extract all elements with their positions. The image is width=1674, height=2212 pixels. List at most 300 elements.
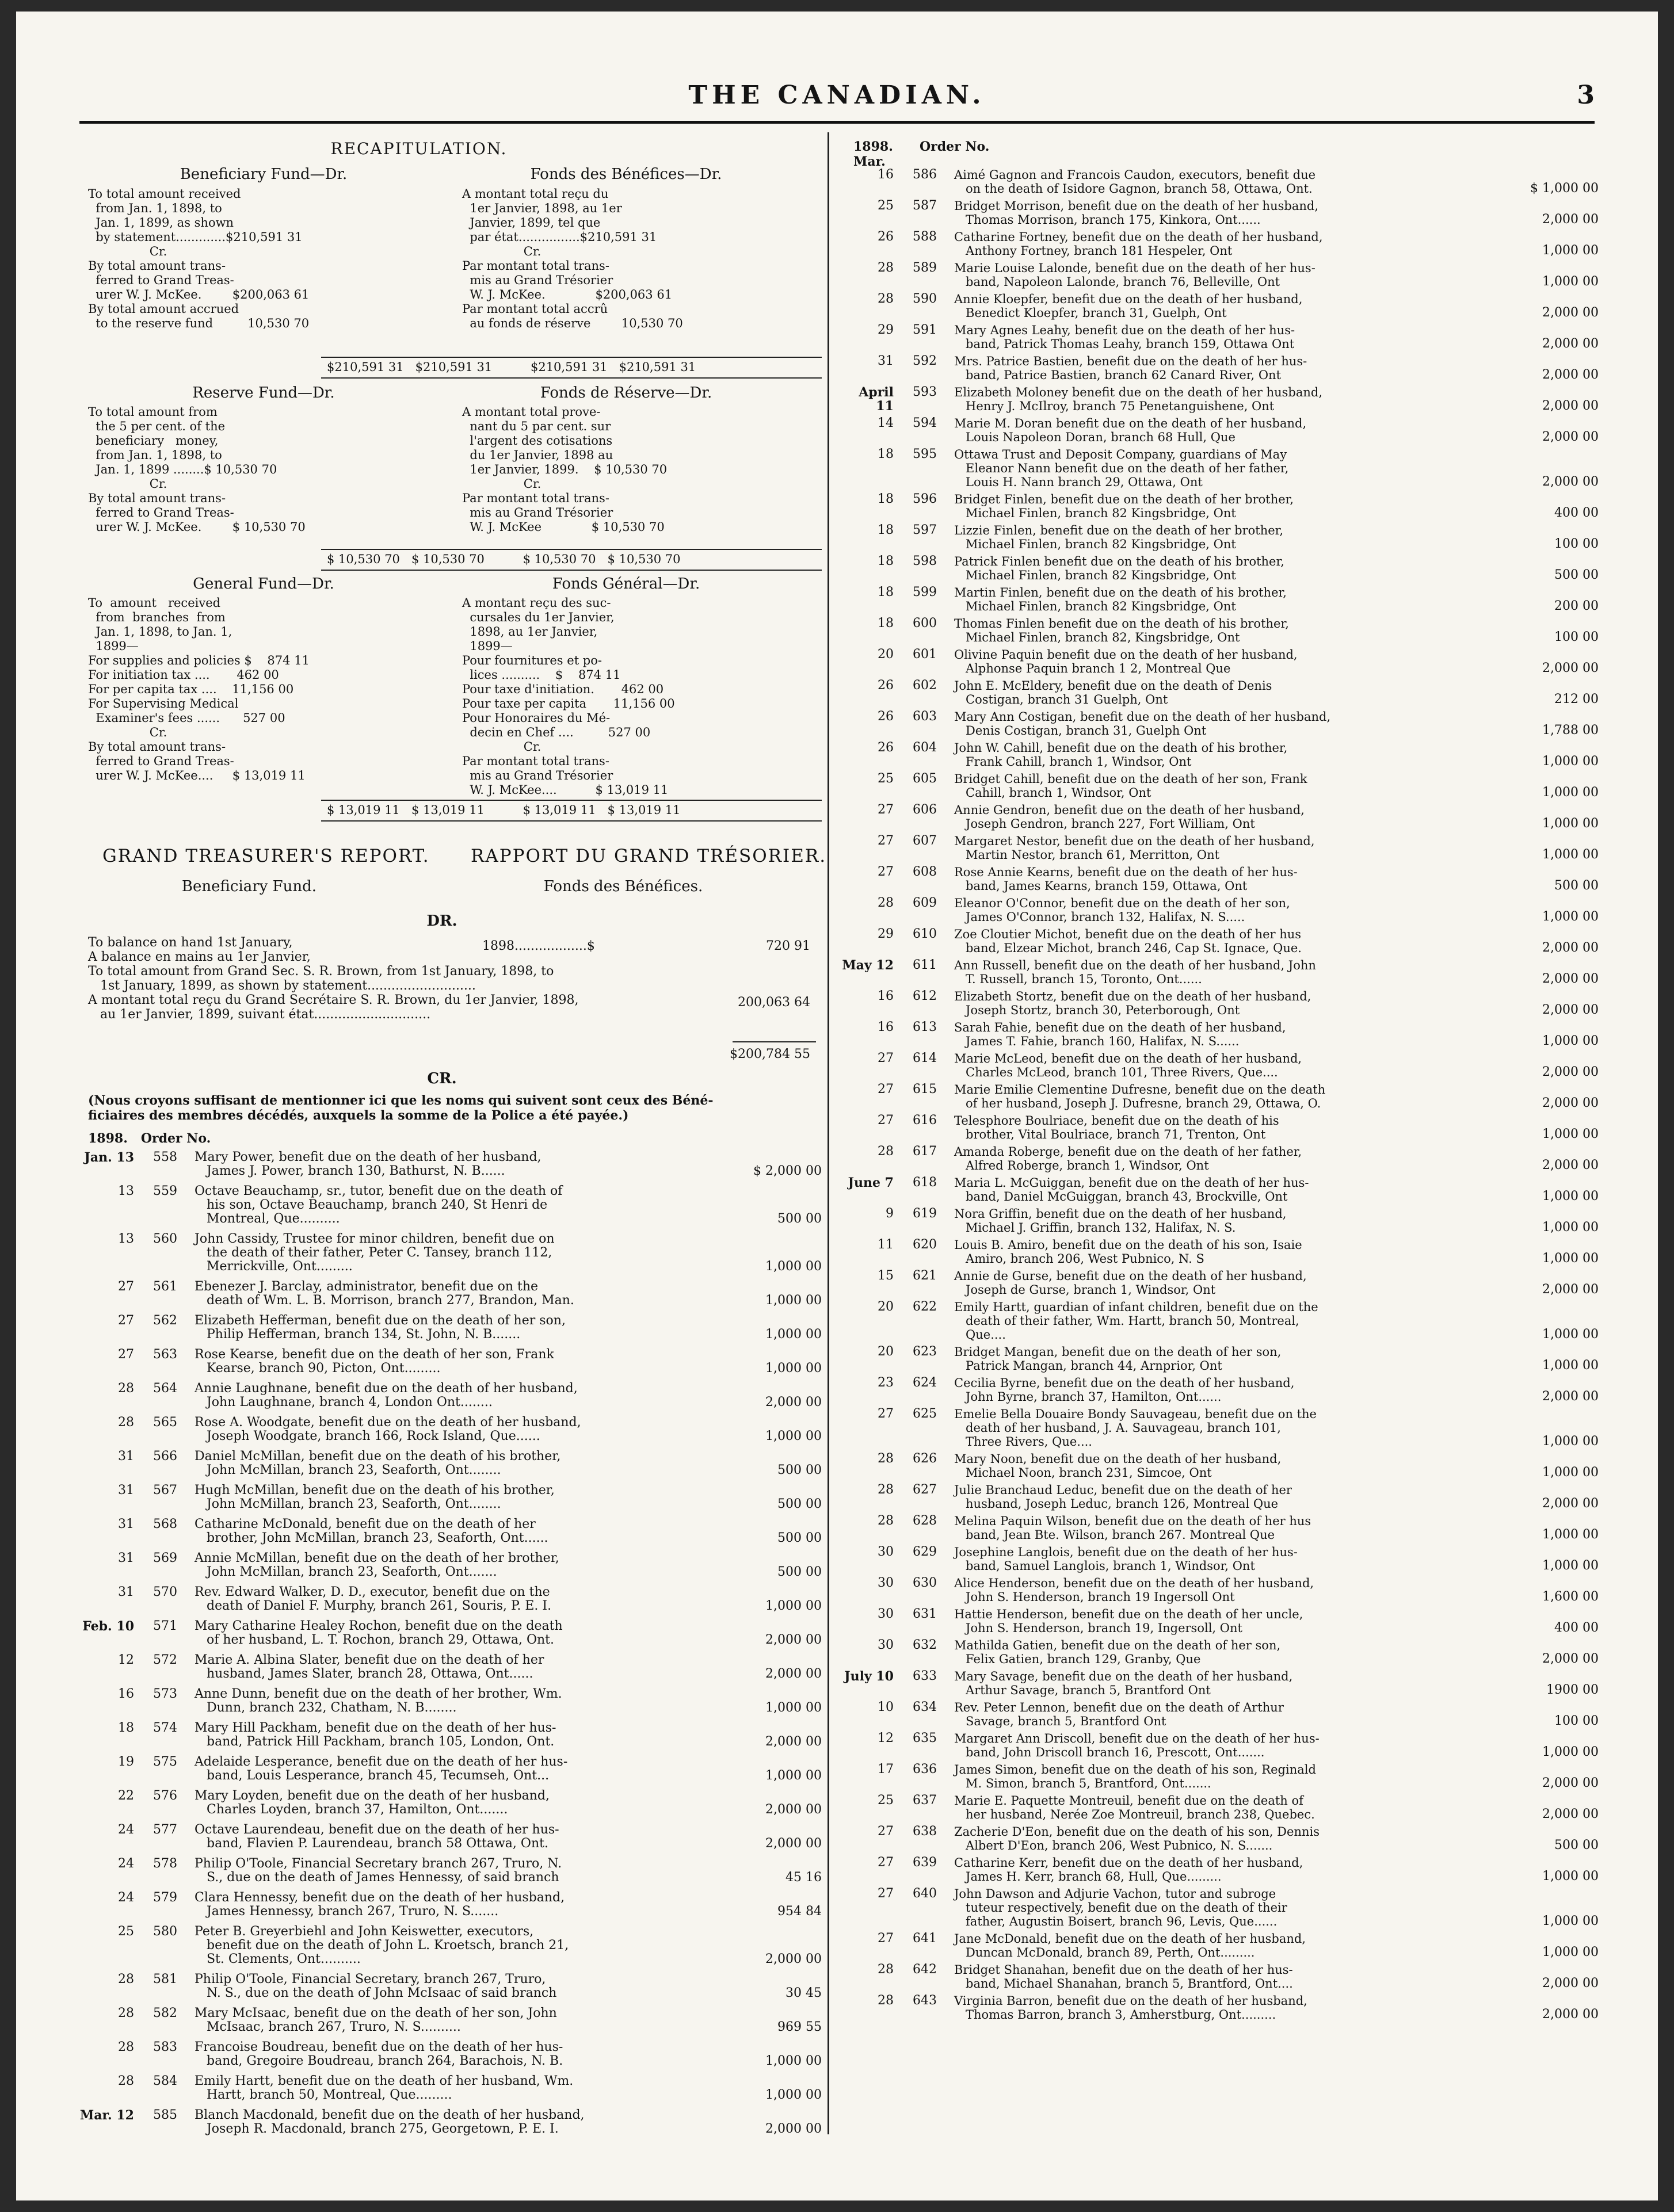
- entry-order-no: 605: [913, 771, 937, 786]
- recap-ben-fr-heading: Fonds des Bénéfices—Dr.: [530, 166, 722, 183]
- beneficiary-entry: [79, 1619, 822, 1653]
- entry-date: 27: [878, 1824, 894, 1839]
- entry-description: Mary Power, benefit due on the death of her husband, James J. Power, branch 130, Bathurst, N. B......: [195, 1150, 542, 1178]
- beneficiary-entry: [839, 896, 1599, 927]
- beneficiary-entry: [839, 1207, 1599, 1238]
- report-title-fr: RAPPORT DU GRAND TRÉSORIER.: [471, 846, 827, 866]
- entry-amount: 2,000 00: [765, 1952, 822, 1966]
- entry-date: 31: [118, 1585, 134, 1599]
- entry-description: Marie Louise Lalonde, benefit due on the death of her hus- band, Napoleon Lalonde, branch 76, Belleville, Ont: [954, 261, 1315, 289]
- beneficiary-entry: [79, 1280, 822, 1314]
- entry-description: John Cassidy, Trustee for minor children, benefit due on the death of their father, Peter C. Tansey, branch 112, Merrickville, Ont.........: [195, 1232, 555, 1274]
- entry-description: Mary Agnes Leahy, benefit due on the death of her hus- band, Patrick Thomas Leahy, branch 159, Ottawa Ont: [954, 323, 1295, 351]
- entry-description: Blanch Macdonald, benefit due on the death of her husband, Joseph R. Macdonald, branch 275, Georgetown, P. E. I.: [195, 2108, 585, 2136]
- beneficiary-entry: [79, 1653, 822, 1687]
- recap-gen-rule-2: [321, 820, 822, 822]
- entry-amount: 1,000 00: [1542, 1327, 1599, 1342]
- beneficiary-entry: [79, 2075, 822, 2108]
- entry-description: Francoise Boudreau, benefit due on the death of her hus- band, Gregoire Boudreau, branch 264, Barachois, N. B.: [195, 2040, 563, 2068]
- entry-amount: 500 00: [777, 1497, 822, 1511]
- recap-res-totals: $ 10,530 70 $ 10,530 70 $ 10,530 70 $ 10,530 70: [327, 552, 681, 566]
- beneficiary-entry: [839, 1932, 1599, 1963]
- entry-description: Patrick Finlen benefit due on the death of his brother, Michael Finlen, branch 82 Kingsbridge, Ont: [954, 555, 1284, 582]
- entry-order-no: 558: [153, 1150, 177, 1164]
- entry-description: Lizzie Finlen, benefit due on the death of her brother, Michael Finlen, branch 82 Kingsbridge, Ont: [954, 524, 1284, 551]
- entry-amount: 2,000 00: [765, 1395, 822, 1409]
- entry-order-no: 635: [913, 1731, 937, 1745]
- recap-res-fr-heading: Fonds de Réserve—Dr.: [540, 384, 712, 402]
- entry-order-no: 642: [913, 1962, 937, 1977]
- entry-order-no: 633: [913, 1669, 937, 1683]
- entry-amount: 1,000 00: [765, 1599, 822, 1613]
- beneficiary-entry: [79, 1382, 822, 1416]
- beneficiary-entry: [839, 1887, 1599, 1932]
- entry-order-no: 595: [913, 447, 937, 461]
- entry-amount: 2,000 00: [1542, 368, 1599, 382]
- entry-description: Margaret Nestor, benefit due on the death of her husband, Martin Nestor, branch 61, Merritton, Ont: [954, 834, 1315, 862]
- page-title: THE CANADIAN.: [688, 81, 986, 110]
- beneficiary-entry: [839, 1545, 1599, 1576]
- entry-date: 24: [118, 1823, 134, 1837]
- entry-description: Anne Dunn, benefit due on the death of her brother, Wm. Dunn, branch 232, Chatham, N. B........: [195, 1687, 562, 1715]
- beneficiary-entry: [839, 1114, 1599, 1145]
- entry-date: 31: [118, 1483, 134, 1497]
- beneficiary-entry: [79, 1348, 822, 1382]
- recap-ben-fr: A montant total reçu du 1er Janvier, 1898, au 1er Janvier, 1899, tel que par état................$210,591 31 Cr. Par montant total trans- mis au Grand Trésorier W. J. McKee. $200,063 61 Par montant total accrû au fonds de réserve 10,530 70: [462, 187, 683, 330]
- entry-date: 19: [118, 1755, 134, 1769]
- entry-description: Maria L. McGuiggan, benefit due on the death of her hus- band, Daniel McGuiggan, branch 43, Brockville, Ont: [954, 1176, 1309, 1204]
- beneficiary-entry: [839, 1763, 1599, 1794]
- entry-description: Alice Henderson, benefit due on the death of her husband, John S. Henderson, branch 19 Ingersoll Ont: [954, 1576, 1314, 1604]
- entry-amount: $ 2,000 00: [753, 1164, 822, 1178]
- entry-amount: 1,000 00: [1542, 1189, 1599, 1204]
- entry-description: Marie Emilie Clementine Dufresne, benefit due on the death of her husband, Joseph J. Dufresne, branch 29, Ottawa, O.: [954, 1083, 1326, 1110]
- entry-amount: 2,000 00: [1542, 1389, 1599, 1404]
- entry-description: Aimé Gagnon and Francois Caudon, executors, benefit due on the death of Isidore Gagnon, branch 58, Ottawa, Ont.: [954, 168, 1316, 196]
- entry-amount: 1,000 00: [765, 1701, 822, 1715]
- beneficiary-entry: [79, 1586, 822, 1619]
- beneficiary-entry: [839, 261, 1599, 292]
- newspaper-page: [16, 12, 1658, 2200]
- entry-date: 25: [118, 1924, 134, 1939]
- column-divider: [828, 132, 829, 2134]
- entry-description: Elizabeth Hefferman, benefit due on the death of her son, Philip Hefferman, branch 134, St. John, N. B.......: [195, 1313, 566, 1342]
- entry-description: Elizabeth Stortz, benefit due on the death of her husband, Joseph Stortz, branch 30, Peterborough, Ont: [954, 990, 1311, 1017]
- entry-description: Mary Catharine Healey Rochon, benefit due on the death of her husband, L. T. Rochon, branch 29, Ottawa, Ont.: [195, 1619, 563, 1647]
- entry-description: Emelie Bella Douaire Bondy Sauvageau, benefit due on the death of her husband, J. A. Sauvageau, branch 101, Three Rivers, Que....: [954, 1407, 1317, 1449]
- entry-date: 26: [878, 230, 894, 244]
- entry-amount: 45 16: [785, 1870, 822, 1885]
- recap-gen-en-heading: General Fund—Dr.: [193, 575, 334, 593]
- entry-date: 14: [878, 416, 894, 430]
- entry-order-no: 593: [913, 385, 937, 399]
- entry-description: Philip O'Toole, Financial Secretary, branch 267, Truro, N. S., due on the death of John McIsaac of said branch: [195, 1972, 557, 2000]
- beneficiary-entry: [839, 586, 1599, 617]
- beneficiary-entry: [839, 199, 1599, 230]
- entry-date: 25: [878, 771, 894, 786]
- entry-order-no: 582: [153, 2006, 177, 2020]
- beneficiary-entry: [79, 1721, 822, 1755]
- beneficiary-entry: [79, 1823, 822, 1857]
- recap-gen-fr: A montant reçu des suc- cursales du 1er Janvier, 1898, au 1er Janvier, 1899— Pour fournitures et po- lices .......... $ 874 11 Pour taxe d'initiation. 462 00 Pour taxe per capita 11,156 00 Pour Honoraires du Mé- decin en Chef .... 527 00 Cr. Par montant total trans- mis au Grand Trésorier W. J. McKee.... $ 13,019 11: [462, 596, 675, 797]
- entry-order-no: 612: [913, 989, 937, 1003]
- entry-order-no: 615: [913, 1082, 937, 1097]
- entry-date: 27: [878, 865, 894, 879]
- entry-description: Mary Noon, benefit due on the death of her husband, Michael Noon, branch 231, Simcoe, Ont: [954, 1452, 1282, 1480]
- beneficiary-entry: [79, 1891, 822, 1925]
- entry-order-no: 632: [913, 1638, 937, 1652]
- beneficiary-entry: [839, 679, 1599, 710]
- entry-amount: 2,000 00: [765, 1735, 822, 1749]
- entry-description: Annie Kloepfer, benefit due on the death of her husband, Benedict Kloepfer, branch 31, Guelph, Ont: [954, 292, 1303, 320]
- entry-description: Mary Hill Packham, benefit due on the death of her hus- band, Patrick Hill Packham, branch 105, London, Ont.: [195, 1721, 556, 1749]
- entry-description: John E. McEldery, benefit due on the death of Denis Costigan, branch 31 Guelph, Ont: [954, 679, 1272, 706]
- entry-amount: 400 00: [1554, 1621, 1599, 1635]
- entry-description: Marie E. Paquette Montreuil, benefit due on the death of her husband, Nerée Zoe Montreuil, branch 238, Quebec.: [954, 1794, 1315, 1821]
- entry-amount: 2,000 00: [1542, 1096, 1599, 1110]
- entry-description: Annie de Gurse, benefit due on the death of her husband, Joseph de Gurse, branch 1, Windsor, Ont: [954, 1269, 1307, 1297]
- entry-description: Rose Annie Kearns, benefit due on the death of her hus- band, James Kearns, branch 159, Ottawa, Ont: [954, 865, 1298, 893]
- entry-order-no: 588: [913, 230, 937, 244]
- entry-description: Daniel McMillan, benefit due on the death of his brother, John McMillan, branch 23, Seaforth, Ont........: [195, 1449, 561, 1477]
- beneficiary-entry: [79, 2041, 822, 2075]
- entry-date: 29: [878, 323, 894, 337]
- entry-date: 9: [886, 1206, 894, 1221]
- entry-description: Emily Hartt, guardian of infant children, benefit due on the death of their father, Wm. Hartt, branch 50, Montreal, Que....: [954, 1300, 1318, 1342]
- entry-amount: 1,000 00: [1542, 1745, 1599, 1759]
- entry-order-no: 643: [913, 1993, 937, 2008]
- entry-order-no: 589: [913, 261, 937, 275]
- entry-description: Ottawa Trust and Deposit Company, guardians of May Eleanor Nann benefit due on the death of her father, Louis H. Nann branch 29, Ottawa, Ont: [954, 448, 1289, 489]
- entry-date: 23: [878, 1376, 894, 1390]
- entry-amount: 2,000 00: [1542, 1003, 1599, 1017]
- report-dr-year: 1898..................$: [482, 939, 595, 953]
- entry-order-no: 583: [153, 2040, 177, 2054]
- beneficiary-entry: [839, 292, 1599, 323]
- report-title-en: GRAND TREASURER'S REPORT.: [102, 846, 430, 866]
- entry-amount: 2,000 00: [1542, 1282, 1599, 1297]
- right-column-year: 1898.: [853, 139, 893, 154]
- entry-description: Martin Finlen, benefit due on the death of his brother, Michael Finlen, branch 82 Kingsbridge, Ont: [954, 586, 1287, 613]
- entry-date: 28: [118, 2074, 134, 2088]
- entry-date: 28: [878, 261, 894, 275]
- entry-amount: 500 00: [777, 1463, 822, 1477]
- recap-ben-en-heading: Beneficiary Fund—Dr.: [180, 166, 348, 183]
- beneficiary-entry: [839, 1176, 1599, 1207]
- report-fund-fr: Fonds des Bénéfices.: [543, 878, 703, 895]
- entry-date: 28: [878, 1144, 894, 1159]
- entry-order-no: 572: [153, 1653, 177, 1667]
- beneficiary-entry: [839, 1669, 1599, 1701]
- entry-order-no: 608: [913, 865, 937, 879]
- entry-amount: 1,000 00: [765, 2054, 822, 2068]
- beneficiary-entry: [839, 1452, 1599, 1483]
- entry-date: 30: [878, 1607, 894, 1621]
- entry-date: 18: [878, 523, 894, 537]
- entry-order-no: 614: [913, 1051, 937, 1065]
- report-dr-amount-2: 200,063 64: [738, 995, 810, 1010]
- entry-order-no: 566: [153, 1449, 177, 1464]
- entry-order-no: 592: [913, 354, 937, 368]
- entry-date: 30: [878, 1545, 894, 1559]
- beneficiary-entry: [839, 1483, 1599, 1514]
- entry-order-no: 576: [153, 1789, 177, 1803]
- entry-order-no: 594: [913, 416, 937, 430]
- entry-description: Zoe Cloutier Michot, benefit due on the death of her hus band, Elzear Michot, branch 246, Cap St. Ignace, Que.: [954, 927, 1302, 955]
- entry-description: Ebenezer J. Barclay, administrator, benefit due on the death of Wm. L. B. Morrison, branch 277, Brandon, Man.: [195, 1279, 574, 1308]
- beneficiary-entry: [79, 1789, 822, 1823]
- entry-date: 24: [118, 1856, 134, 1871]
- entry-amount: 1,000 00: [1542, 274, 1599, 289]
- entry-amount: 1,000 00: [1542, 1527, 1599, 1542]
- entry-description: Mary Loyden, benefit due on the death of her husband, Charles Loyden, branch 37, Hamilton, Ont.......: [195, 1789, 550, 1817]
- beneficiary-entry: [839, 1300, 1599, 1345]
- entry-description: John Dawson and Adjurie Vachon, tutor and subroge tuteur respectively, benefit due on the death of their father, Augustin Boisert, branch 96, Levis, Que......: [954, 1887, 1287, 1928]
- entry-amount: 1,000 00: [1542, 1127, 1599, 1141]
- beneficiary-entry: [839, 385, 1599, 417]
- beneficiary-entry: [839, 448, 1599, 492]
- entry-order-no: 570: [153, 1585, 177, 1599]
- entry-amount: 1,000 00: [1542, 1869, 1599, 1884]
- entry-date: 27: [878, 834, 894, 848]
- entry-order-no: 599: [913, 585, 937, 599]
- entry-order-no: 591: [913, 323, 937, 337]
- entry-amount: 1,000 00: [1542, 243, 1599, 258]
- entry-order-no: 562: [153, 1313, 177, 1328]
- entry-amount: 2,000 00: [1542, 430, 1599, 444]
- report-dr-rule: [733, 1041, 816, 1042]
- entry-description: James Simon, benefit due on the death of his son, Reginald M. Simon, branch 5, Brantford, Ont.......: [954, 1763, 1316, 1790]
- entry-date: 16: [118, 1687, 134, 1701]
- beneficiary-entry: [839, 230, 1599, 261]
- entry-order-no: 616: [913, 1113, 937, 1128]
- entry-description: Josephine Langlois, benefit due on the death of her hus- band, Samuel Langlois, branch 1, Windsor, Ont: [954, 1545, 1298, 1573]
- entry-amount: 500 00: [777, 1565, 822, 1579]
- entry-date: 25: [878, 1793, 894, 1808]
- entry-amount: 2,000 00: [1542, 212, 1599, 227]
- entry-date: 31: [118, 1517, 134, 1531]
- entry-date: 25: [878, 198, 894, 213]
- recap-res-en-heading: Reserve Fund—Dr.: [192, 384, 335, 402]
- entry-amount: 2,000 00: [765, 1633, 822, 1647]
- entry-date: 28: [878, 1514, 894, 1528]
- entry-description: Clara Hennessy, benefit due on the death of her husband, James Hennessy, branch 267, Truro, N. S.......: [195, 1890, 565, 1919]
- entry-date: 31: [878, 354, 894, 368]
- entry-description: Adelaide Lesperance, benefit due on the death of her hus- band, Louis Lesperance, branch 45, Tecumseh, Ont...: [195, 1755, 568, 1783]
- entry-date: 16: [878, 989, 894, 1003]
- entry-amount: 2,000 00: [765, 1667, 822, 1681]
- entry-date: 27: [878, 803, 894, 817]
- entry-date: 26: [878, 678, 894, 693]
- beneficiary-entry: [839, 803, 1599, 834]
- entry-amount: 1,000 00: [765, 1327, 822, 1342]
- entry-date: 31: [118, 1551, 134, 1565]
- entry-amount: 2,000 00: [1542, 661, 1599, 675]
- entry-order-no: 600: [913, 616, 937, 631]
- entry-amount: 1,000 00: [1542, 1220, 1599, 1235]
- page-number: 3: [1577, 81, 1595, 110]
- entry-date: 30: [878, 1638, 894, 1652]
- entry-date: 28: [878, 1451, 894, 1466]
- entry-amount: 1,000 00: [1542, 1251, 1599, 1266]
- entry-amount: 500 00: [777, 1531, 822, 1545]
- entry-description: Jane McDonald, benefit due on the death of her husband, Duncan McDonald, branch 89, Perth, Ont.........: [954, 1932, 1306, 1959]
- entry-description: Bridget Morrison, benefit due on the death of her husband, Thomas Morrison, branch 175, Kinkora, Ont......: [954, 199, 1318, 227]
- entry-order-no: 628: [913, 1514, 937, 1528]
- entry-amount: 2,000 00: [1542, 1496, 1599, 1511]
- entry-order-no: 565: [153, 1415, 177, 1430]
- entry-description: Octave Laurendeau, benefit due on the death of her hus- band, Flavien P. Laurendeau, branch 58 Ottawa, Ont.: [195, 1823, 559, 1851]
- entry-amount: 2,000 00: [765, 2122, 822, 2136]
- entry-amount: 500 00: [1554, 568, 1599, 582]
- entry-amount: 2,000 00: [1542, 1652, 1599, 1666]
- report-dr-amount-1: 720 91: [766, 939, 810, 953]
- beneficiary-entry: [79, 1185, 822, 1232]
- beneficiary-entry: [839, 648, 1599, 679]
- recap-gen-fr-heading: Fonds Général—Dr.: [552, 575, 700, 593]
- beneficiary-entry: [79, 1687, 822, 1721]
- entry-date: 27: [878, 1082, 894, 1097]
- entry-date: 31: [118, 1449, 134, 1464]
- beneficiary-entry: [79, 2007, 822, 2041]
- entry-order-no: 630: [913, 1576, 937, 1590]
- right-column-month: Mar.: [853, 154, 886, 169]
- entry-amount: 1,000 00: [765, 1293, 822, 1308]
- entry-date: 18: [878, 616, 894, 631]
- beneficiary-entry: [839, 1994, 1599, 2025]
- entry-date: 24: [118, 1890, 134, 1905]
- entry-description: Philip O'Toole, Financial Secretary branch 267, Truro, N. S., due on the death of James Hennessy, of said branch: [195, 1856, 562, 1885]
- recap-ben-rule: [321, 357, 822, 358]
- recap-res-rule: [321, 549, 822, 550]
- beneficiary-entry: [839, 1083, 1599, 1114]
- report-note: (Nous croyons suffisant de mentionner ici que les noms qui suivent sont ceux des Béné- ficiaires des membres décédés, auxquels la somme de la Police a été payée.): [88, 1093, 714, 1123]
- recap-gen-totals: $ 13,019 11 $ 13,019 11 $ 13,019 11 $ 13,019 11: [327, 803, 681, 817]
- entry-amount: 1,000 00: [1542, 1914, 1599, 1928]
- entry-order-no: 577: [153, 1823, 177, 1837]
- entry-date: June 7: [848, 1175, 894, 1190]
- entry-date: 18: [878, 585, 894, 599]
- entry-date: 28: [878, 1962, 894, 1977]
- beneficiary-entry: [79, 2108, 822, 2142]
- beneficiary-entry: [839, 741, 1599, 772]
- entry-description: Mary Ann Costigan, benefit due on the death of her husband, Denis Costigan, branch 31, Guelph Ont: [954, 710, 1331, 738]
- entry-order-no: 602: [913, 678, 937, 693]
- entry-order-no: 569: [153, 1551, 177, 1565]
- report-dr-total: $200,784 55: [730, 1047, 810, 1061]
- entry-order-no: 626: [913, 1451, 937, 1466]
- entry-order-no: 625: [913, 1407, 937, 1421]
- entry-order-no: 573: [153, 1687, 177, 1701]
- entry-description: Hattie Henderson, benefit due on the death of her uncle, John S. Henderson, branch 19, Ingersoll, Ont: [954, 1607, 1303, 1635]
- entry-amount: 1,000 00: [1542, 1465, 1599, 1480]
- entry-order-no: 609: [913, 896, 937, 910]
- entry-description: Mathilda Gatien, benefit due on the death of her son, Felix Gatien, branch 129, Granby, Que: [954, 1638, 1281, 1666]
- entry-amount: 500 00: [777, 1212, 822, 1226]
- beneficiary-entry: [79, 1151, 822, 1185]
- entry-date: 28: [878, 292, 894, 306]
- entry-order-no: 598: [913, 554, 937, 568]
- beneficiary-entry: [839, 524, 1599, 555]
- entry-description: Annie Laughnane, benefit due on the death of her husband, John Laughnane, branch 4, London Ont........: [195, 1381, 578, 1409]
- entry-date: 28: [118, 1972, 134, 1986]
- entry-amount: 400 00: [1554, 506, 1599, 520]
- beneficiary-entry: [839, 1825, 1599, 1856]
- entry-date: 27: [118, 1347, 134, 1362]
- beneficiary-entry: [79, 1314, 822, 1348]
- beneficiary-entry: [839, 1052, 1599, 1083]
- beneficiary-entry: [839, 1638, 1599, 1669]
- entry-order-no: 621: [913, 1269, 937, 1283]
- report-dr-text: To balance on hand 1st January, A balance en mains au 1er Janvier, To total amount from Grand Sec. S. R. Brown, from 1st January, 1898, to 1st January, 1899, as shown by statement........................... A montant total reçu du Grand Secrétaire S. R. Brown, du 1er Janvier, 1898, au 1er Janvier, 1899, suivant état.............................: [88, 935, 579, 1022]
- beneficiary-entry: [839, 323, 1599, 354]
- entry-amount: 2,000 00: [765, 1802, 822, 1817]
- entry-order-no: 620: [913, 1237, 937, 1252]
- entry-amount: 1,000 00: [1542, 1945, 1599, 1959]
- entry-description: Cecilia Byrne, benefit due on the death of her husband, John Byrne, branch 37, Hamilton, Ont......: [954, 1376, 1295, 1404]
- beneficiary-entry: [839, 1794, 1599, 1825]
- entry-date: 27: [878, 1407, 894, 1421]
- entry-amount: 1,000 00: [765, 2088, 822, 2102]
- entry-date: Feb. 10: [82, 1619, 134, 1634]
- entry-amount: 500 00: [1554, 878, 1599, 893]
- entry-description: Catharine Kerr, benefit due on the death of her husband, James H. Kerr, branch 68, Hull, Que.........: [954, 1856, 1303, 1884]
- entry-order-no: 613: [913, 1020, 937, 1034]
- entry-date: 18: [878, 447, 894, 461]
- entry-date: 28: [878, 1993, 894, 2008]
- entry-order-no: 603: [913, 709, 937, 724]
- entry-date: 18: [878, 554, 894, 568]
- entry-amount: 1900 00: [1546, 1683, 1599, 1697]
- report-fund-en: Beneficiary Fund.: [181, 878, 317, 895]
- beneficiary-entry: [839, 1238, 1599, 1269]
- entry-date: 12: [878, 1731, 894, 1745]
- entry-description: Emily Hartt, benefit due on the death of her husband, Wm. Hartt, branch 50, Montreal, Que.........: [195, 2074, 574, 2102]
- beneficiary-entry: [839, 834, 1599, 865]
- entry-order-no: 624: [913, 1376, 937, 1390]
- entry-description: Hugh McMillan, benefit due on the death of his brother, John McMillan, branch 23, Seaforth, Ont........: [195, 1483, 555, 1511]
- entry-description: Virginia Barron, benefit due on the death of her husband, Thomas Barron, branch 3, Amherstburg, Ont.........: [954, 1994, 1307, 2022]
- entry-description: Rose Kearse, benefit due on the death of her son, Frank Kearse, branch 90, Picton, Ont.........: [195, 1347, 554, 1376]
- entry-order-no: 631: [913, 1607, 937, 1621]
- entry-date: 15: [878, 1269, 894, 1283]
- entry-description: Louis B. Amiro, benefit due on the death of his son, Isaie Amiro, branch 206, West Pubnico, N. S: [954, 1238, 1302, 1266]
- beneficiary-entry: [839, 168, 1599, 199]
- entry-amount: 954 84: [777, 1904, 822, 1919]
- entry-date: 29: [878, 927, 894, 941]
- entry-order-no: 574: [153, 1721, 177, 1735]
- entry-description: Catharine Fortney, benefit due on the death of her husband, Anthony Fortney, branch 181 Hespeler, Ont: [954, 230, 1323, 258]
- beneficiary-entry: [79, 1416, 822, 1450]
- recap-res-en: To total amount from the 5 per cent. of the beneficiary money, from Jan. 1, 1898, to Jan. 1, 1899 ........$ 10,530 70 Cr. By total amount trans- ferred to Grand Treas- urer W. J. McKee. $ 10,530 70: [88, 405, 306, 534]
- entry-order-no: 604: [913, 740, 937, 755]
- recap-ben-rule-2: [321, 377, 822, 379]
- entry-order-no: 638: [913, 1824, 937, 1839]
- beneficiary-entry: [839, 417, 1599, 448]
- entry-date: 28: [878, 1483, 894, 1497]
- beneficiary-entry: [839, 1021, 1599, 1052]
- entry-date: 20: [878, 647, 894, 662]
- entry-order-no: 639: [913, 1855, 937, 1870]
- entry-amount: 2,000 00: [765, 1836, 822, 1851]
- entry-description: Peter B. Greyerbiehl and John Keiswetter, executors, benefit due on the death of John L. Kroetsch, branch 21, St. Clements, Ont..........: [195, 1924, 569, 1966]
- entry-description: Eleanor O'Connor, benefit due on the death of her son, James O'Connor, branch 132, Halifax, N. S.....: [954, 896, 1290, 924]
- beneficiary-entry: [839, 1407, 1599, 1452]
- report-dr: DR.: [426, 912, 457, 930]
- beneficiary-entry: [839, 1963, 1599, 1994]
- entry-date: 20: [878, 1344, 894, 1359]
- entry-date: 27: [878, 1855, 894, 1870]
